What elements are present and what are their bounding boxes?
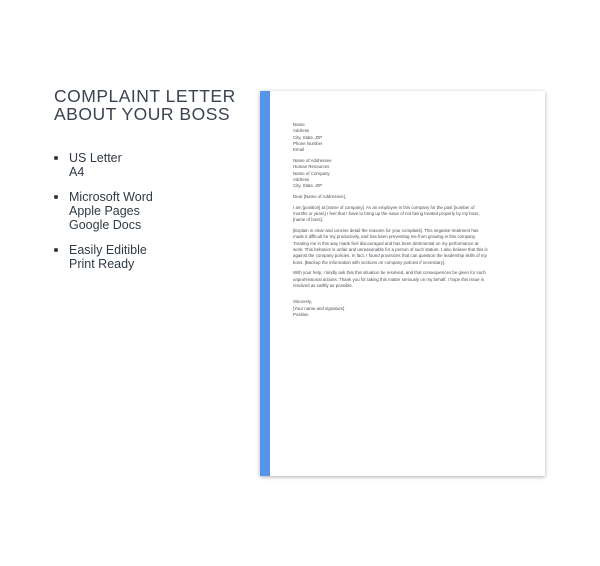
paragraph-line: [Explain in clear and concise detail the reasons for your complaint]. This negative treatment has xyxy=(293,228,479,234)
recipient-line: Name of Addressee xyxy=(293,157,332,163)
sender-line: Phone Number xyxy=(293,140,323,146)
feature-group-benefits xyxy=(54,243,244,271)
paragraph-line: boss. [Backup the information with sections on company policies if necessary]. xyxy=(293,259,446,265)
sender-line: Address xyxy=(293,128,310,134)
feature-item: Apple Pages xyxy=(69,204,140,218)
paragraph-line: resolved as swiftly as possible. xyxy=(293,283,354,289)
closing-line: Sincerely, xyxy=(293,299,312,305)
closing-line: Position xyxy=(293,311,309,317)
paragraph-2 xyxy=(293,228,515,266)
accent-bar xyxy=(260,91,270,476)
paragraph-line: made it difficult for my productivity, and has been preventing me from growing in this company. xyxy=(293,234,477,240)
feature-item: Print Ready xyxy=(69,257,135,271)
recipient-block xyxy=(293,158,515,189)
bullet-icon xyxy=(54,195,58,199)
page-title xyxy=(54,87,254,123)
salutation xyxy=(293,194,515,200)
closing-block xyxy=(293,299,515,318)
paragraph-3 xyxy=(293,270,515,289)
closing-line: [Your name and signature] xyxy=(293,305,345,311)
sender-line: City, State, ZIP xyxy=(293,134,323,140)
recipient-line: City, State, ZIP xyxy=(293,183,323,189)
sender-block xyxy=(293,122,515,153)
salutation-line: Dear [Name of Addressee], xyxy=(293,193,346,199)
feature-item: Microsoft Word xyxy=(69,190,153,204)
paragraph-line: against the company policies. In fact, I found provisions that can question the leadership skills of my xyxy=(293,253,487,259)
paragraph-line: months or years] I feel that I have to bring up the issue of not being treated properly by my boss, xyxy=(293,211,480,217)
recipient-line: Human Resources xyxy=(293,164,330,170)
title-line-2: ABOUT YOUR BOSS xyxy=(54,104,231,124)
recipient-line: Address xyxy=(293,176,310,182)
title-line-1: COMPLAINT LETTER xyxy=(54,86,236,106)
bullet-icon xyxy=(54,248,58,252)
sender-line: Name xyxy=(293,122,305,127)
feature-item: US Letter xyxy=(69,151,122,165)
letter-body xyxy=(293,122,515,323)
feature-item: A4 xyxy=(69,165,85,179)
recipient-line: Name of Company xyxy=(293,170,330,176)
paragraph-line: unprofessional actions. Thank you for taking this matter seriously on my behalf, I hope this issue is xyxy=(293,276,485,282)
paragraph-line: Treating me in this way made feel discouraged and has been detrimental on my performance at xyxy=(293,240,479,246)
feature-list xyxy=(54,151,244,282)
paragraph-line: I am [position] at [name of company]. As an employee in this company for the past [number of xyxy=(293,204,475,210)
letter-preview xyxy=(260,91,545,476)
sender-line: Email xyxy=(293,147,304,153)
paragraph-line: With your help, I kindly ask that this situation be resolved, and that consequences be given for such xyxy=(293,270,486,276)
paragraph-1 xyxy=(293,205,515,224)
feature-item: Google Docs xyxy=(69,218,142,232)
feature-group-apps xyxy=(54,190,244,232)
paragraph-line: [name of boss]. xyxy=(293,217,324,223)
feature-item: Easily Editible xyxy=(69,243,147,257)
paragraph-line: work. This behavior is unfair and unreasonable for a person of such stature. I also believe that this is xyxy=(293,247,488,253)
feature-group-formats xyxy=(54,151,244,179)
bullet-icon xyxy=(54,156,58,160)
